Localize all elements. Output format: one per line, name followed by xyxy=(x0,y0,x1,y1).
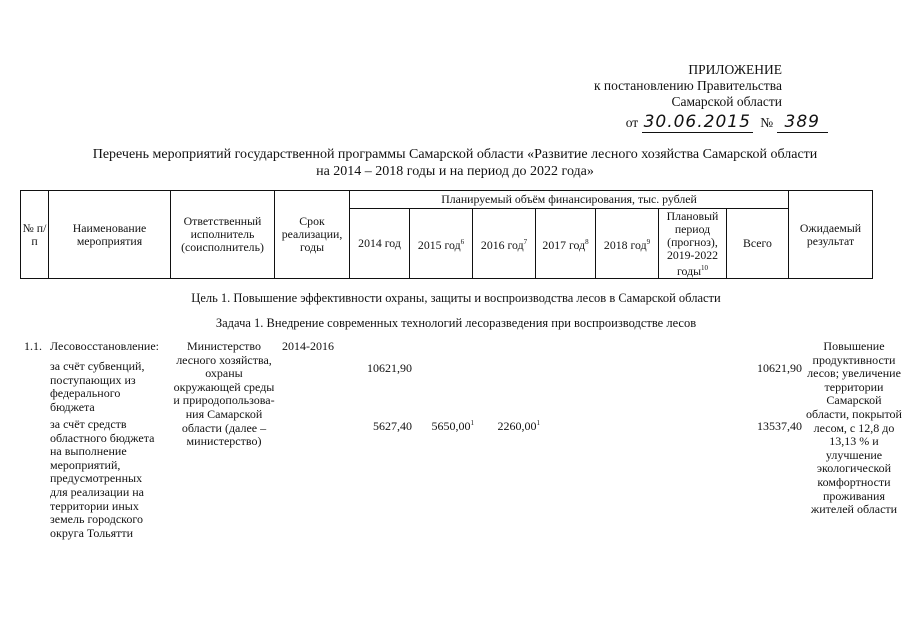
row-term: 2014-2016 xyxy=(282,339,334,353)
header-2018: 2018 год$^9$ xyxy=(596,209,659,279)
regional-2015: 5650,00$^1$ xyxy=(431,419,474,433)
header-term: Срок реализации, годы xyxy=(275,191,350,279)
header-name: Наименование мероприятия xyxy=(49,191,171,279)
header-plan: Плановый период (прогноз), 2019-2022 годы$^{10}$ xyxy=(659,209,727,279)
appendix-title: ПРИЛОЖЕНИЕ xyxy=(688,62,782,77)
decree-date: 30.06.2015 xyxy=(643,112,751,132)
row-num: 1.1. xyxy=(24,339,42,353)
decree-date-number xyxy=(626,112,828,132)
header-2016: 2016 год$^7$ xyxy=(473,209,536,279)
header-2017: 2017 год$^8$ xyxy=(536,209,596,279)
header-funding-group: Планируемый объём финансирования, тыс. рублей xyxy=(350,191,789,209)
regional-total: 13537,40 xyxy=(757,419,802,433)
appendix-line-1: к постановлению Правительства xyxy=(593,78,782,93)
row-name-regional: за счёт средств областного бюджета на выполнение мероприятий, предусмотренных для реализации на территории иных земель городского округа Тольятти xyxy=(50,417,155,540)
from-label: от xyxy=(625,115,639,130)
header-total: Всего xyxy=(727,209,789,279)
document-title xyxy=(40,146,870,180)
regional-2014: 5627,40 xyxy=(373,419,412,433)
appendix-line-2: Самарской области xyxy=(671,94,782,109)
header-result: Ожидаемый результат xyxy=(789,191,873,279)
row-name-federal: за счёт субвенций, поступающих из федерального бюджета xyxy=(50,359,145,414)
header-num: № п/п xyxy=(21,191,49,279)
header-executor: Ответственный исполнитель (соисполнитель) xyxy=(171,191,275,279)
row-name-title: Лесовосстановление: xyxy=(50,339,160,353)
number-label: № xyxy=(760,115,774,130)
row-executor: Министерство лесного хозяйства, охраны окружающей среды и природопользова-ния Самарской области (далее – министерство) xyxy=(173,339,275,449)
decree-number: 389 xyxy=(777,112,828,133)
appendix-block xyxy=(522,62,782,110)
regional-2016: 2260,00$^1$ xyxy=(497,419,540,433)
header-2014: 2014 год xyxy=(350,209,410,279)
goal-1: Цель 1. Повышение эффективности охраны, защиты и воспроизводства лесов в Самарской области xyxy=(191,291,721,305)
title-line-1: Перечень мероприятий государственной программы Самарской области «Развитие лесного хозяйства Самарской области xyxy=(92,147,818,162)
task-1: Задача 1. Внедрение современных технологий лесоразведения при воспроизводстве лесов xyxy=(215,316,697,330)
federal-2014: 10621,90 xyxy=(367,361,412,375)
title-line-2: на 2014 – 2018 годы и на период до 2022 года» xyxy=(316,164,594,179)
row-result: Повышение продуктивности лесов; увеличение территории Самарской области, покрытой лесом, с 12,8 до 13,13 % и улучшение экологической комфортности проживания жителей области xyxy=(806,339,902,517)
header-2015: 2015 год$^6$ xyxy=(410,209,473,279)
federal-total: 10621,90 xyxy=(757,361,802,375)
header-table xyxy=(20,190,873,279)
